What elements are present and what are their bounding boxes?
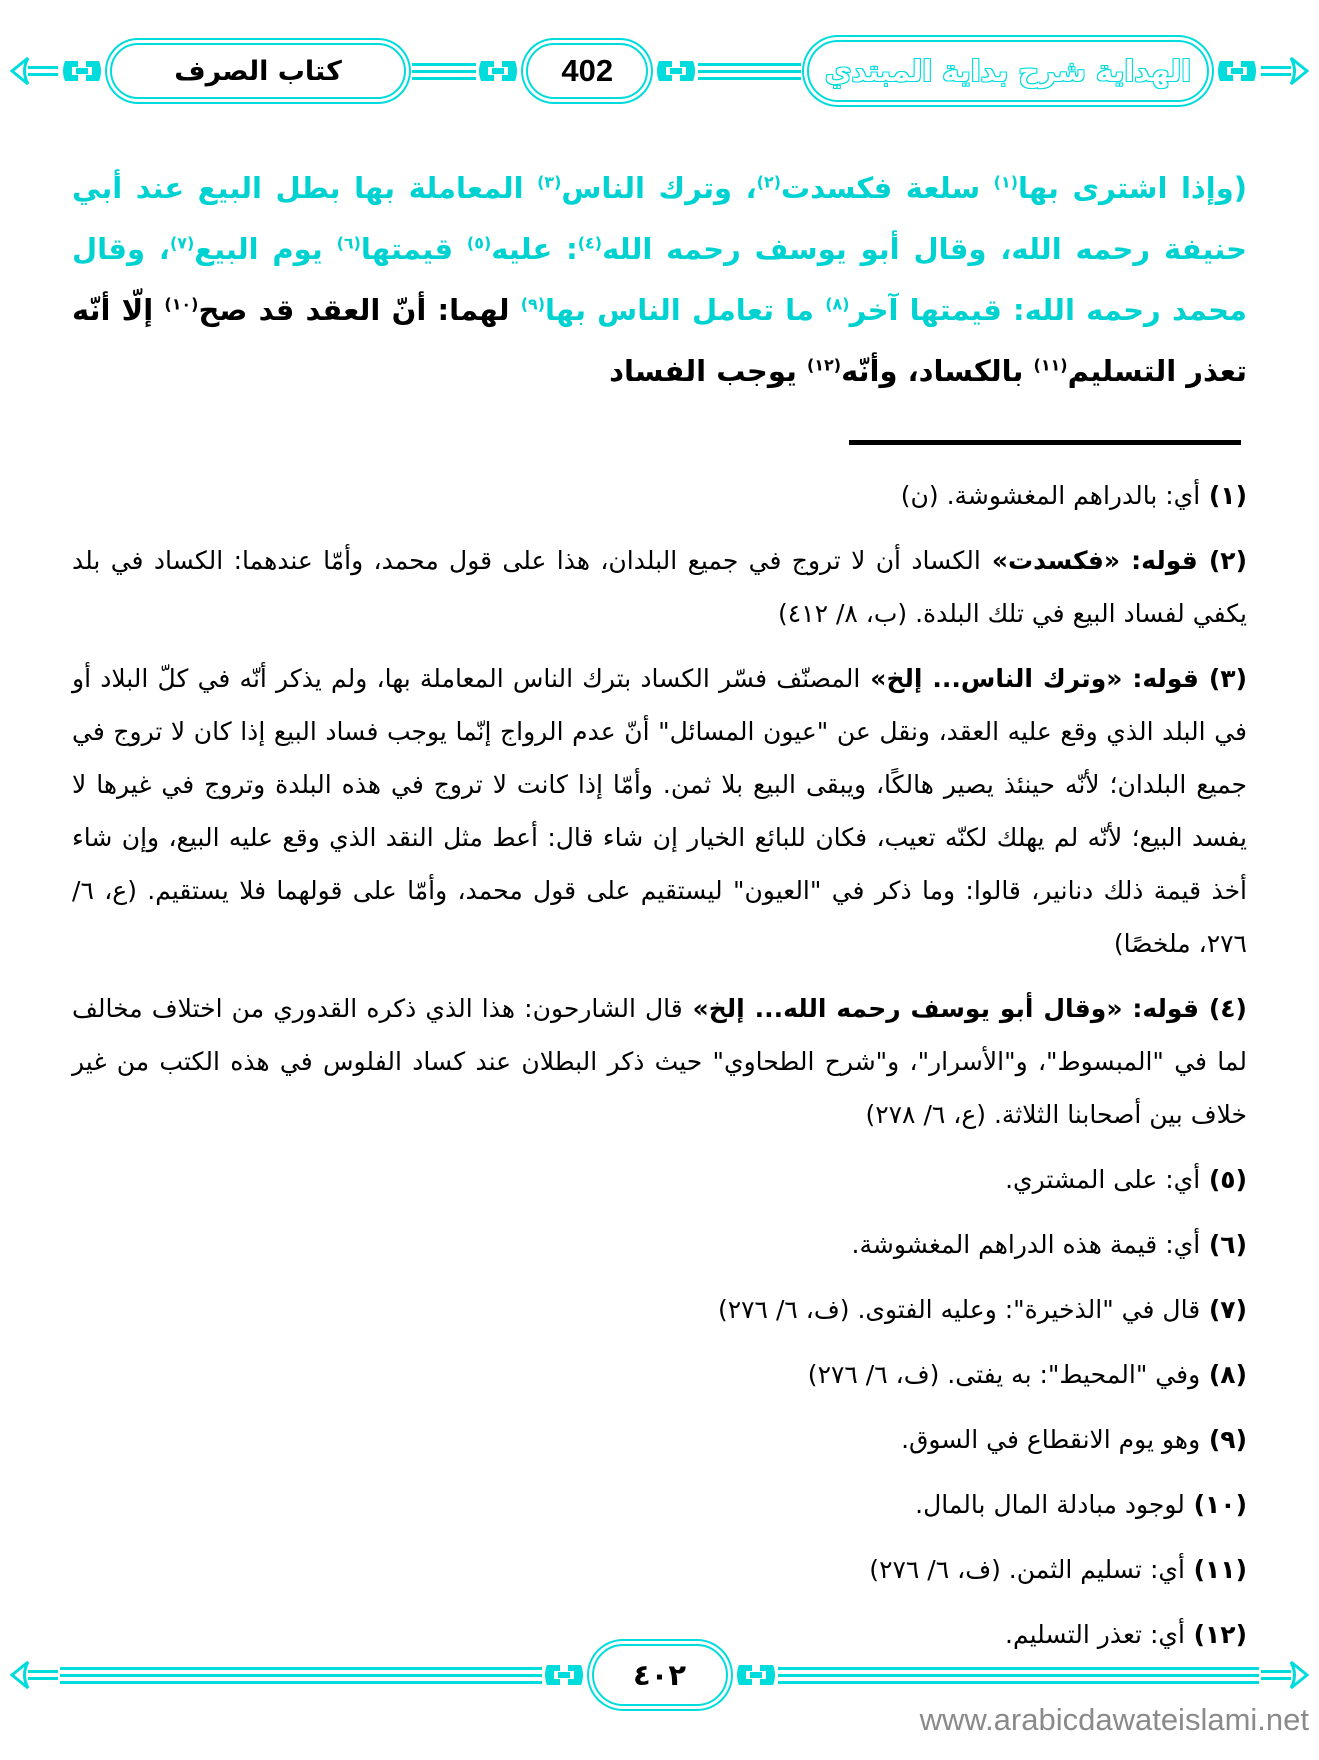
page-number-cartouche bbox=[526, 43, 648, 99]
matn-text: المعاملة بها بطل البيع عند أبي حنيفة رحمه الله، وقال أبو يوسف رحمه الله bbox=[72, 171, 1247, 266]
footnote-ref: (١) bbox=[993, 172, 1018, 192]
footnote-number: (٦) bbox=[1200, 1229, 1247, 1259]
footnote-item bbox=[72, 1478, 1247, 1531]
footer-page-number: ٤٠٢ bbox=[632, 1658, 687, 1692]
sharh-text: يوجب الفساد bbox=[609, 353, 807, 388]
footnote-number: (١٠) bbox=[1184, 1489, 1247, 1519]
footnotes-section bbox=[72, 469, 1247, 1661]
footnote-ref: (٧) bbox=[169, 233, 195, 253]
matn-text: ما تعامل الناس بها bbox=[545, 292, 826, 327]
page-footer bbox=[0, 1638, 1319, 1712]
clasp-ornament-icon bbox=[476, 54, 520, 88]
footnote-text: أي: تسليم الثمن. (ف، ٦/ ٢٧٦) bbox=[869, 1554, 1185, 1584]
matn-text: سلعة فكسدت bbox=[780, 171, 994, 205]
page-content bbox=[72, 118, 1247, 1673]
footnote-text: وهو يوم الانقطاع في السوق. bbox=[901, 1424, 1201, 1454]
footnote-item bbox=[72, 1283, 1247, 1336]
footnote-text: أي: تعذر التسليم. bbox=[1005, 1619, 1185, 1649]
footnote-number: (١٢) bbox=[1184, 1619, 1247, 1649]
footnote-ref: (٤) bbox=[577, 233, 603, 253]
footnote-number: (٢) bbox=[1197, 545, 1247, 575]
footnote-ref: (٥) bbox=[466, 233, 492, 253]
clasp-ornament-icon bbox=[542, 1658, 586, 1692]
book-section-title: كتاب الصرف bbox=[174, 55, 342, 87]
matn-text: : عليه bbox=[491, 231, 578, 266]
book-section-cartouche bbox=[110, 43, 406, 99]
sharh-text: إلّا أنّه تعذر التسليم bbox=[72, 292, 1247, 388]
footer-page-number-cartouche bbox=[592, 1644, 728, 1706]
clasp-ornament-icon bbox=[734, 1658, 778, 1692]
footnote-item bbox=[72, 1543, 1247, 1596]
left-finial-icon bbox=[8, 54, 60, 88]
footnote-number: (٤) bbox=[1198, 993, 1247, 1023]
footnote-lemma: قوله: «وترك الناس... إلخ» bbox=[860, 663, 1199, 693]
footnote-item bbox=[72, 1348, 1247, 1401]
footnote-text: أي: قيمة هذه الدراهم المغشوشة. bbox=[851, 1229, 1201, 1259]
footnote-item bbox=[72, 534, 1247, 640]
footnote-text: قال الشارحون: هذا الذي ذكره القدوري من اختلاف مخالف لما في "المبسوط"، و"الأسرار"، و"شرح الطحاوي" حيث ذكر البطلان عند كساد الفلوس في هذه الكتب من غير خلاف بين أصحابنا الثلاثة. (ع، ٦/ ٢٧٨) bbox=[72, 993, 1247, 1129]
triple-rule-ornament bbox=[412, 63, 476, 80]
footnote-number: (١١) bbox=[1184, 1554, 1247, 1584]
footnote-ref: (٢) bbox=[756, 172, 781, 192]
footnote-item bbox=[72, 652, 1247, 970]
triple-rule-ornament bbox=[778, 1667, 1260, 1684]
footnote-number: (٨) bbox=[1200, 1359, 1247, 1389]
footnote-ref: (١٠) bbox=[164, 294, 199, 314]
sharh-text: بالكساد، وأنّه bbox=[841, 353, 1034, 388]
triple-rule-ornament bbox=[698, 63, 801, 80]
footnote-ref: (١٢) bbox=[807, 355, 842, 375]
page-number: 402 bbox=[561, 53, 614, 88]
footnote-lemma: قوله: «فكسدت» bbox=[980, 545, 1198, 575]
footnote-ref: (٨) bbox=[825, 294, 850, 314]
right-finial-icon bbox=[1259, 54, 1311, 88]
footnote-ref: (٩) bbox=[520, 294, 546, 314]
footnote-text: المصنّف فسّر الكساد بترك الناس المعاملة بها، ولم يذكر أنّه في كلّ البلاد أو في البلد الذي وقع عليه العقد، ونقل عن "عيون المسائل" أنّ عدم الرواج إنّما يوجب فساد البيع إذا كان لا تروج في جميع البلدان؛ لأنّه حينئذ يصير هالكًا، ويبقى البيع بلا ثمن. وأمّا إذا كانت لا تروج في هذه البلدة وتروج في غيرها لا يفسد البيع؛ لأنّه لم يهلك لكنّه تعيب، فكان للبائع الخيار إن شاء قال: أعط مثل النقد الذي وقع عليه البيع، وإن شاء أخذ قيمة ذلك دنانير، قالوا: وما ذكر في "العيون" ليستقيم على قول محمد، وأمّا على قولهما فلا يستقيم. (ع، ٦/ ٢٧٦، ملخصًا) bbox=[72, 663, 1247, 958]
watermark-url: www.arabicdawateislami.net bbox=[919, 1702, 1309, 1737]
right-finial-icon bbox=[1259, 1658, 1311, 1692]
footnote-text: قال في "الذخيرة": وعليه الفتوى. (ف، ٦/ ٢٧٦) bbox=[717, 1294, 1201, 1324]
matn-text: ، وقال محمد رحمه الله: قيمتها آخر bbox=[72, 231, 1247, 327]
matn-text: ، وترك الناس bbox=[561, 171, 757, 205]
page-header bbox=[0, 34, 1319, 108]
footnote-item bbox=[72, 1153, 1247, 1206]
book-title-cartouche bbox=[807, 40, 1209, 102]
footnote-number: (٧) bbox=[1200, 1294, 1247, 1324]
footnote-lemma: قوله: «وقال أبو يوسف رحمه الله... إلخ» bbox=[682, 993, 1199, 1023]
footnote-item bbox=[72, 1218, 1247, 1271]
clasp-ornament-icon bbox=[654, 54, 698, 88]
matn-text: (وإذا اشترى بها bbox=[1018, 171, 1247, 205]
footnote-number: (١) bbox=[1200, 480, 1247, 510]
footnote-item bbox=[72, 982, 1247, 1141]
triple-rule-ornament bbox=[60, 1667, 542, 1684]
footnote-number: (٣) bbox=[1198, 663, 1247, 693]
book-title-calligraphy: الهداية شرح بداية المبتدي bbox=[824, 54, 1192, 88]
footnote-item bbox=[72, 1413, 1247, 1466]
clasp-ornament-icon bbox=[1215, 54, 1259, 88]
matn-text: يوم البيع bbox=[194, 231, 337, 266]
footnote-ref: (٣) bbox=[537, 172, 562, 192]
footnote-number: (٩) bbox=[1200, 1424, 1247, 1454]
footnote-text: وفي "المحيط": به يفتى. (ف، ٦/ ٢٧٦) bbox=[807, 1359, 1201, 1389]
footnote-ref: (١١) bbox=[1033, 355, 1068, 375]
footnote-text: أي: بالدراهم المغشوشة. (ن) bbox=[900, 480, 1201, 510]
footnote-ref: (٦) bbox=[336, 233, 361, 253]
footnote-number: (٥) bbox=[1200, 1164, 1247, 1194]
footnote-text: لوجود مبادلة المال بالمال. bbox=[915, 1489, 1185, 1519]
footnote-item bbox=[72, 469, 1247, 522]
footnote-text: الكساد أن لا تروج في جميع البلدان، هذا على قول محمد، وأمّا عندهما: الكساد في بلد يكفي لفساد البيع في تلك البلدة. (ب، ٨/ ٤١٢) bbox=[72, 545, 1247, 628]
sharh-text: لهما: أنّ العقد قد صح bbox=[198, 292, 521, 327]
footnote-separator-rule bbox=[849, 440, 1241, 445]
footnote-text: أي: على المشتري. bbox=[1005, 1164, 1201, 1194]
matn-text: قيمتها bbox=[360, 231, 467, 266]
clasp-ornament-icon bbox=[60, 54, 104, 88]
matn-paragraph bbox=[72, 158, 1247, 402]
left-finial-icon bbox=[8, 1658, 60, 1692]
